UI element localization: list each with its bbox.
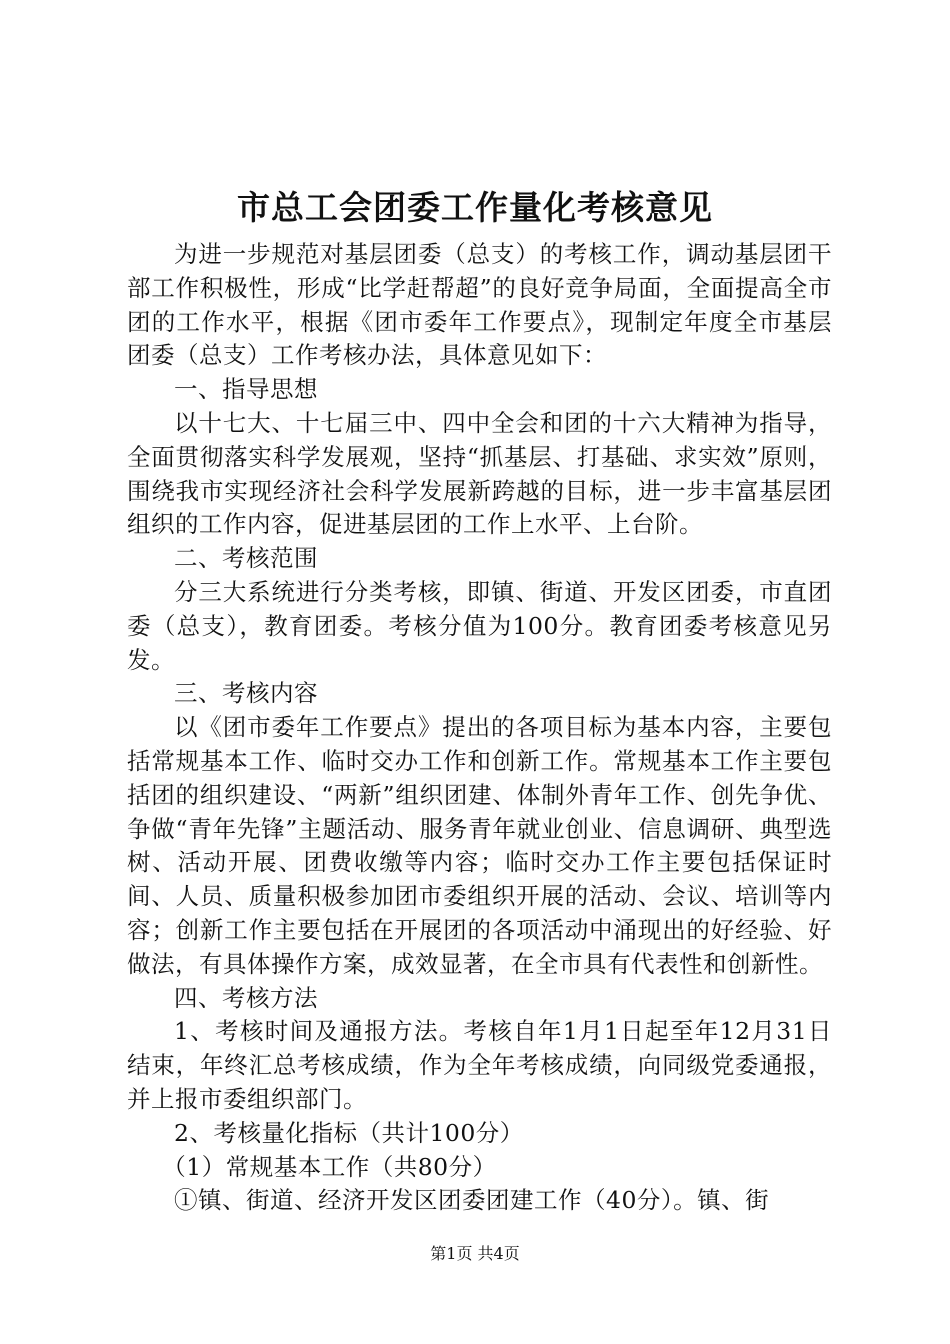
section-heading-content: 三、考核内容 <box>174 679 318 708</box>
method-item-2: 2、考核量化指标（共计100分） <box>174 1118 524 1147</box>
document-title: 市总工会团委工作量化考核意见 <box>237 188 713 227</box>
scope-paragraph: 分三大系统进行分类考核，即镇、街道、开发区团委，市直团委（总支），教育团委。考核分值为100分。教育团委考核意见另发。 <box>127 577 832 674</box>
document-body <box>127 238 832 1218</box>
content-paragraph: 以《团市委年工作要点》提出的各项目标为基本内容，主要包括常规基本工作、临时交办工作和创新工作。常规基本工作主要包括团的组织建设、“两新”组织团建、体制外青年工作、创先争优、争做“青年先锋”主题活动、服务青年就业创业、信息调研、典型选树、活动开展、团费收缴等内容；临时交办工作主要包括保证时间、人员、质量积极参加团市委组织开展的活动、会议、培训等内容；创新工作主要包括在开展团的各项活动中涌现出的好经验、好做法，有具体操作方案，成效显著，在全市具有代表性和创新性。 <box>127 713 832 978</box>
subitem-routine-work: （1）常规基本工作（共80分） <box>162 1152 497 1181</box>
subitem-town-league-building: ①镇、街道、经济开发区团委团建工作（40分）。镇、街 <box>174 1186 770 1215</box>
section-heading-guiding-ideology: 一、指导思想 <box>174 375 318 404</box>
page-number: 第1页 共4页 <box>430 1244 520 1263</box>
intro-paragraph: 为进一步规范对基层团委（总支）的考核工作，调动基层团干部工作积极性，形成“比学赶帮超”的良好竞争局面，全面提高全市团的工作水平，根据《团市委年工作要点》，现制定年度全市基层团委（总支）工作考核办法，具体意见如下： <box>127 240 832 370</box>
method-item-1: 1、考核时间及通报方法。考核自年1月1日起至年12月31日结束，年终汇总考核成绩，作为全年考核成绩，向同级党委通报，并上报市委组织部门。 <box>127 1017 832 1113</box>
section-heading-method: 四、考核方法 <box>174 983 318 1012</box>
section-heading-scope: 二、考核范围 <box>174 544 318 573</box>
guiding-ideology-paragraph: 以十七大、十七届三中、四中全会和团的十六大精神为指导，全面贯彻落实科学发展观，坚持“抓基层、打基础、求实效”原则，围绕我市实现经济社会科学发展新跨越的目标，进一步丰富基层团组织的工作内容，促进基层团的工作上水平、上台阶。 <box>127 408 832 539</box>
